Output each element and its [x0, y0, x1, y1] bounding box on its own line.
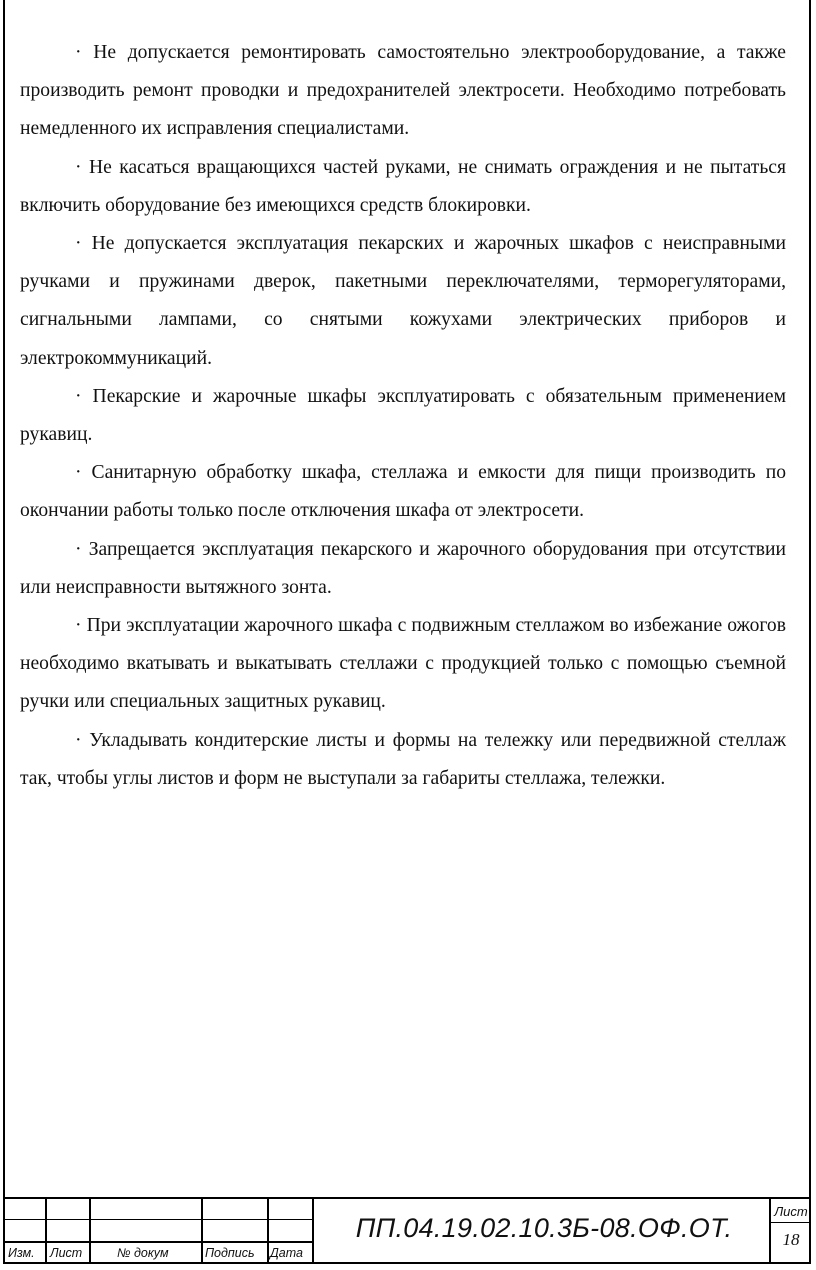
title-block — [3, 1197, 811, 1264]
stamp-label-list: Лист — [50, 1246, 83, 1260]
stamp-grid-line — [89, 1199, 91, 1264]
sheet-label: Лист — [774, 1204, 808, 1219]
paragraph-6: · Запрещается эксплуатация пекарского и жарочного оборудования при отсутствии или неисправности вытяжного зонта. — [20, 538, 786, 598]
paragraph-4: · Пекарские и жарочные шкафы эксплуатировать с обязательным применением рукавиц. — [20, 385, 786, 446]
stamp-grid-line — [201, 1199, 203, 1264]
stamp-label-date: Дата — [270, 1246, 303, 1260]
document-body — [20, 34, 786, 798]
stamp-label-doc-num: № докум — [117, 1246, 169, 1260]
paragraph-5: · Санитарную обработку шкафа, стеллажа и емкости для пищи производить по окончании работы только после отключения шкафа от электросети. — [20, 462, 786, 522]
document-code: ПП.04.19.02.10.3Б-08.ОФ.ОТ. — [355, 1213, 733, 1243]
stamp-grid-line — [769, 1222, 811, 1223]
stamp-grid-line — [45, 1199, 47, 1264]
sheet-number: 18 — [782, 1230, 800, 1249]
stamp-label-signature: Подпись — [205, 1246, 255, 1260]
stamp-grid-line — [267, 1199, 269, 1264]
paragraph-3: · Не допускается эксплуатация пекарских и жарочных шкафов с неисправными ручками и пружинами дверок, пакетными переключателями, терморегуляторами, сигнальными лампами, со снятыми кожухами электрических приборов и электрокоммуникаций. — [20, 233, 786, 369]
stamp-grid-line — [312, 1199, 314, 1264]
paragraph-1: · Не допускается ремонтировать самостоятельно электрооборудование, а также производить ремонт проводки и предохранителей электросети. Необходимо потребовать немедленного их исправления специалистами. — [20, 42, 786, 140]
paragraph-8: · Укладывать кондитерские листы и формы на тележку или передвижной стеллаж так, чтобы углы листов и форм не выступали за габариты стеллажа, тележки. — [20, 729, 786, 789]
stamp-label-izm: Изм. — [8, 1246, 35, 1260]
paragraph-7: · При эксплуатации жарочного шкафа с подвижным стеллажом во избежание ожогов необходимо вкатывать и выкатывать стеллажи с продукцией только с помощью съемной ручки или специальных защитных рукавиц. — [20, 615, 786, 713]
paragraph-2: · Не касаться вращающихся частей руками, не снимать ограждения и не пытаться включить оборудование без имеющихся средств блокировки. — [20, 156, 786, 216]
